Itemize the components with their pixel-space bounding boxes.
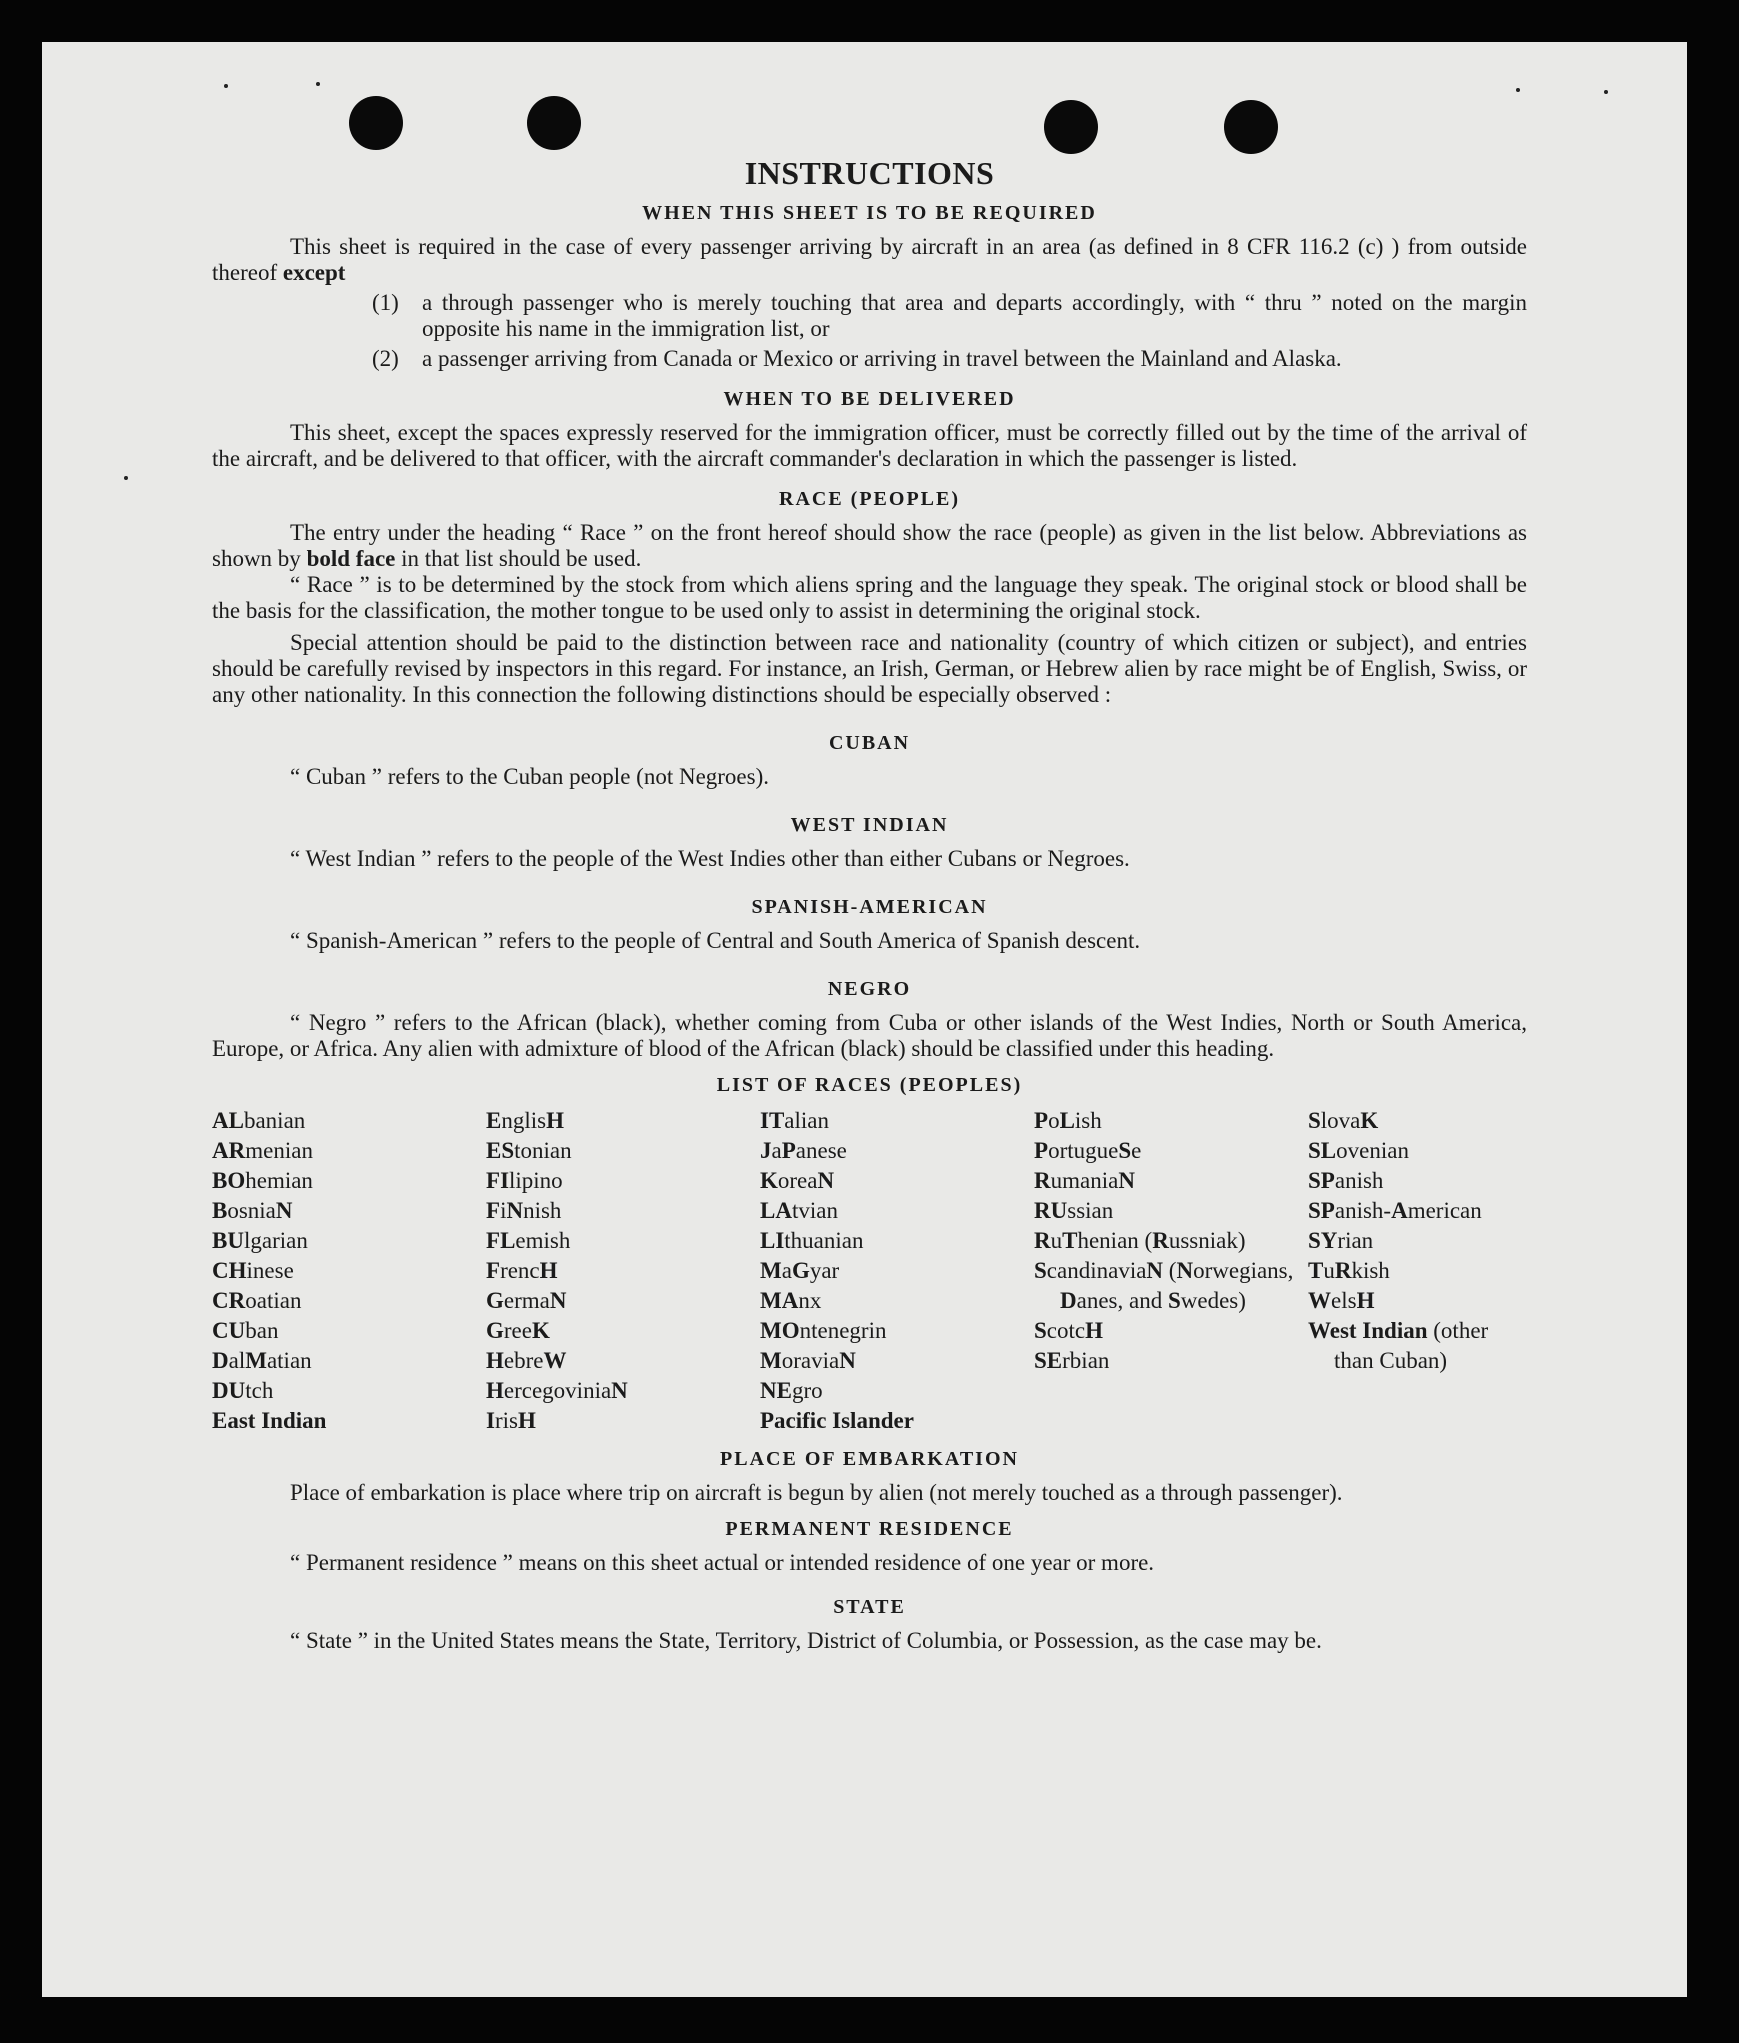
document-sheet: [42, 42, 1687, 1997]
race-entry: TuRkish: [1308, 1258, 1390, 1283]
race-entry: EStonian: [486, 1138, 572, 1163]
paragraph: “ Permanent residence ” means on this sheet actual or intended residence of one year or more.: [290, 1550, 1155, 1575]
race-entry: MoraviaN: [760, 1348, 856, 1373]
punch-hole: [527, 96, 581, 150]
section-heading-embarkation: PLACE OF EMBARKATION: [720, 1448, 1019, 1470]
paragraph: “ Cuban ” refers to the Cuban people (not Negroes).: [290, 764, 770, 789]
race-entry: BosniaN: [212, 1198, 293, 1223]
punch-hole: [1044, 100, 1098, 154]
race-entry: CRoatian: [212, 1288, 302, 1313]
section-heading-required: WHEN THIS SHEET IS TO BE REQUIRED: [642, 202, 1097, 224]
races-column: [760, 1106, 1034, 1436]
race-entry: SYrian: [1308, 1228, 1374, 1253]
race-entry: CHinese: [212, 1258, 294, 1283]
race-entry: HercegoviniaN: [486, 1378, 628, 1403]
race-entry: ScotcH: [1034, 1318, 1103, 1343]
race-entry: EnglisH: [486, 1108, 564, 1133]
race-entry: ARmenian: [212, 1138, 313, 1163]
speck: [224, 84, 228, 88]
race-entry: GreeK: [486, 1318, 550, 1343]
race-entry: CUban: [212, 1318, 279, 1343]
page-title: INSTRUCTIONS: [744, 155, 995, 191]
paragraph: “ Race ” is to be determined by the stock from which aliens spring and the language they speak. The original stock or blood shall be the basis for the classification, the mother tongue to be used only to assist in determining the original stock.: [212, 572, 1527, 623]
race-entry: MaGyar: [760, 1258, 840, 1283]
paragraph: [212, 234, 1527, 286]
bold-text: bold face: [306, 546, 396, 571]
section-heading-race: RACE (PEOPLE): [779, 488, 960, 510]
list-item: [372, 346, 1527, 372]
race-entry: MOntenegrin: [760, 1318, 887, 1343]
section-heading-state: STATE: [833, 1596, 906, 1618]
race-entry: RuThenian (Russniak): [1034, 1228, 1246, 1253]
instructions-content: [212, 155, 1527, 1654]
speck: [1604, 90, 1608, 94]
paragraph: “ West Indian ” refers to the people of the West Indies other than either Cubans or Negroes.: [290, 846, 1130, 871]
race-entry: FIlipino: [486, 1168, 563, 1193]
race-entry: LAtvian: [760, 1198, 838, 1223]
section-heading-west-indian: WEST INDIAN: [790, 814, 949, 836]
punch-hole: [1224, 100, 1278, 154]
race-entry: SPanish: [1308, 1168, 1384, 1193]
race-entry: HebreW: [486, 1348, 567, 1373]
speck: [1516, 88, 1520, 92]
paragraph-text: This sheet is required in the case of every passenger arriving by aircraft in an area (as defined in 8 CFR 116.2 (c) ) from outside thereof: [212, 234, 1527, 285]
races-column: [1308, 1106, 1527, 1436]
punch-hole: [349, 96, 403, 150]
race-entry: LIthuanian: [760, 1228, 864, 1253]
race-entry: FLemish: [486, 1228, 571, 1253]
race-entry: BOhemian: [212, 1168, 313, 1193]
paragraph: Place of embarkation is place where trip on aircraft is begun by alien (not merely touched as a through passenger).: [290, 1480, 1343, 1505]
race-entry: GermaN: [486, 1288, 567, 1313]
race-entry: FiNnish: [486, 1198, 562, 1223]
races-column: [212, 1106, 486, 1436]
section-heading-spanish-american: SPANISH-AMERICAN: [751, 896, 988, 918]
paragraph: “ Negro ” refers to the African (black), whether coming from Cuba or other islands of the West Indies, North or South America, Europe, or Africa. Any alien with admixture of blood of the African (black) should be classified under this heading.: [212, 1010, 1527, 1061]
paragraph: “ State ” in the United States means the State, Territory, District of Columbia, or Possession, as the case may be.: [290, 1628, 1322, 1653]
races-column: [1034, 1106, 1308, 1436]
speck: [316, 82, 320, 86]
race-entry: Pacific Islander: [760, 1408, 914, 1433]
race-entry: ALbanian: [212, 1108, 306, 1133]
race-entry: NEgro: [760, 1378, 823, 1403]
item-text: a through passenger who is merely touching that area and departs accordingly, with “ thru ” noted on the margin opposite his name in the immigration list, or: [422, 290, 1527, 341]
race-entry: SPanish-American: [1308, 1198, 1482, 1223]
item-text: a passenger arriving from Canada or Mexico or arriving in travel between the Mainland and Alaska.: [422, 346, 1342, 371]
race-entry: East Indian: [212, 1408, 327, 1433]
race-entry: KoreaN: [760, 1168, 835, 1193]
race-entry: SlovaK: [1308, 1108, 1379, 1133]
race-entry: DalMatian: [212, 1348, 312, 1373]
race-entry: PortugueSe: [1034, 1138, 1142, 1163]
paragraph: [212, 520, 1527, 572]
paragraph: Special attention should be paid to the distinction between race and nationality (country of which citizen or subject), and entries should be carefully revised by inspectors in this regard. For instance, an Irish, German, or Hebrew alien by race might be of English, Swiss, or any other nationality. In this connection the following distinctions should be especially observed :: [212, 630, 1527, 707]
speck: [124, 476, 128, 480]
races-list: [212, 1106, 1527, 1436]
race-entry: FrencH: [486, 1258, 558, 1283]
list-item: [372, 290, 1527, 342]
race-entry: SErbian: [1034, 1348, 1110, 1373]
race-entry: SLovenian: [1308, 1138, 1409, 1163]
paragraph-text: in that list should be used.: [401, 546, 642, 571]
paragraph-text: The entry under the heading “ Race ” on the front hereof should show the race (people) as given in the list below. Abbreviations as shown by: [212, 520, 1527, 571]
section-heading-delivered: WHEN TO BE DELIVERED: [723, 388, 1016, 410]
race-entry: JaPanese: [760, 1138, 847, 1163]
paragraph: This sheet, except the spaces expressly reserved for the immigration officer, must be correctly filled out by the time of the arrival of the aircraft, and be delivered to that officer, with the aircraft commander's declaration in which the passenger is listed.: [212, 420, 1527, 471]
section-heading-cuban: CUBAN: [828, 732, 911, 754]
race-entry: IrisH: [486, 1408, 536, 1433]
race-entry: ScandinaviaN (Norwegians, Danes, and Swedes): [1034, 1258, 1294, 1313]
race-entry: DUtch: [212, 1378, 274, 1403]
item-number: (1): [372, 290, 399, 315]
race-entry: West Indian (other than Cuban): [1308, 1318, 1489, 1373]
section-heading-races: LIST OF RACES (PEOPLES): [716, 1074, 1023, 1096]
race-entry: RUssian: [1034, 1198, 1114, 1223]
race-entry: PoLish: [1034, 1108, 1102, 1133]
race-entry: WelsH: [1308, 1288, 1375, 1313]
race-entry: RumaniaN: [1034, 1168, 1135, 1193]
races-column: [486, 1106, 760, 1436]
section-heading-residence: PERMANENT RESIDENCE: [725, 1518, 1014, 1540]
item-number: (2): [372, 346, 399, 371]
bold-text: except: [282, 260, 346, 285]
section-heading-negro: NEGRO: [827, 978, 912, 1000]
race-entry: BUlgarian: [212, 1228, 308, 1253]
paragraph: “ Spanish-American ” refers to the people of Central and South America of Spanish descent.: [290, 928, 1141, 953]
race-entry: ITalian: [760, 1108, 829, 1133]
race-entry: MAnx: [760, 1288, 822, 1313]
